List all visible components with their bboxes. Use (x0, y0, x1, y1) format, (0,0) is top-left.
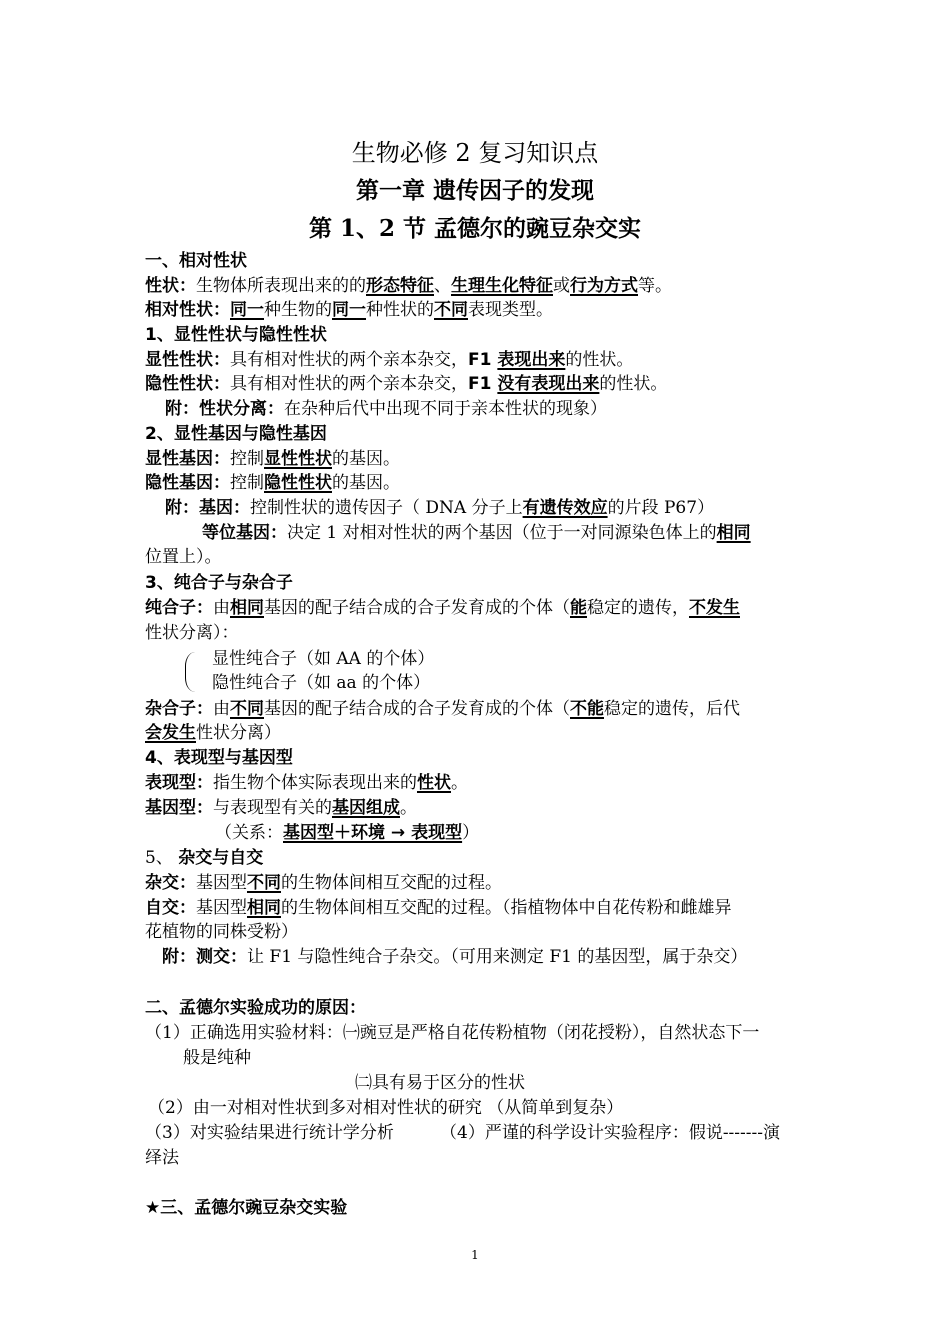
subheading-homozygote-heterozygote: 3、纯合子与杂合子 (145, 573, 293, 593)
subheading-phenotype-genotype: 4、表现型与基因型 (145, 748, 293, 768)
key-term: 不发生 (689, 598, 740, 618)
key-term: 不同 (230, 699, 264, 719)
term-label: 附：测交： (162, 947, 247, 967)
subheading-cross-selfing (145, 846, 815, 871)
definition-text: 稳定的遗传， (587, 598, 689, 618)
definition-text: 的性状。 (565, 350, 634, 370)
definition-selfing-continuation: 花植物的同株受粉） (145, 922, 298, 942)
reason-4-continuation: 绎法 (145, 1148, 179, 1168)
key-term: 行为方式 (570, 276, 638, 296)
term-label: 隐性性状： (145, 374, 230, 394)
reason-4: （4）严谨的科学设计实验程序：假说-------演 (440, 1123, 781, 1143)
section-heading-pea-experiment: ★三、孟德尔豌豆杂交实验 (145, 1198, 348, 1218)
definition-text: 与表现型有关的 (213, 798, 332, 818)
key-term: 能 (570, 598, 587, 618)
definition-trait (145, 274, 815, 299)
term-label: 自交： (145, 898, 196, 918)
key-term: 基因型＋环境 → 表现型 (283, 823, 463, 843)
definition-genotype (145, 796, 815, 821)
definition-text: 性状分离） (196, 723, 281, 743)
term-label: 基因型： (145, 798, 213, 818)
key-term: 表现出来 (497, 350, 566, 370)
key-term: 隐性性状 (264, 473, 332, 493)
f1-label: F1 (468, 350, 498, 370)
note-allele-continuation: 位置上）。 (145, 547, 222, 567)
definition-text: 控制 (230, 473, 264, 493)
list-item-dominant-homozygote: 显性纯合子（如 AA 的个体） (212, 649, 435, 669)
definition-text: 等。 (638, 276, 672, 296)
brace-icon (185, 652, 196, 692)
key-term: 显性性状 (264, 449, 332, 469)
definition-text: 基因的配子结合成的合子发育成的个体（ (264, 699, 570, 719)
term-label: 显性性状： (145, 350, 230, 370)
key-term: 会发生 (145, 723, 196, 743)
relation-suffix: ） (462, 823, 480, 843)
term-label: 性状： (145, 276, 196, 296)
term-label: 纯合子： (145, 598, 213, 618)
key-term: 相同 (230, 598, 264, 618)
separator: 或 (553, 276, 570, 296)
term-label: 表现型： (145, 773, 213, 793)
key-term: 生理生化特征 (451, 276, 553, 296)
term-label: 杂交： (145, 873, 196, 893)
subheading-dominant-recessive-traits: 1、显性性状与隐性性状 (145, 325, 327, 345)
reason-1: （1）正确选用实验材料：㈠豌豆是严格自花传粉植物（闭花授粉），自然状态下一 (145, 1023, 760, 1043)
definition-text: 稳定的遗传，后代 (604, 699, 740, 719)
section-title: 第 1、2 节 孟德尔的豌豆杂交实 (308, 215, 642, 242)
definition-selfing (145, 896, 815, 921)
definition-recessive-gene (145, 471, 815, 496)
f1-label: F1 (468, 374, 498, 394)
definition-text: 在杂种后代中出现不同于亲本性状的现象） (284, 399, 607, 419)
definition-heterozygote-continuation (145, 721, 815, 746)
definition-text: 生物体所表现出来的的 (196, 276, 366, 296)
key-term: 同一 (332, 300, 366, 320)
relation-formula (215, 821, 815, 846)
reason-1-continuation: 般是纯种 (183, 1048, 251, 1068)
definition-text: 的基因。 (332, 449, 400, 469)
term-label: 附：基因： (165, 498, 250, 518)
term-label: 等位基因： (202, 523, 287, 543)
note-trait-segregation (165, 397, 835, 422)
definition-text: 具有相对性状的两个亲本杂交， (230, 374, 468, 394)
key-term: 不能 (570, 699, 604, 719)
key-term: 有遗传效应 (522, 498, 608, 518)
definition-homozygote-continuation: 性状分离）： (145, 623, 239, 643)
relation-prefix: （关系： (215, 823, 283, 843)
reason-2: （2）由一对相对性状到多对相对性状的研究 （从简单到复杂） (148, 1098, 624, 1118)
key-term: 相同 (716, 523, 751, 543)
subheading-dominant-recessive-genes: 2、显性基因与隐性基因 (145, 424, 327, 444)
definition-text: 基因型 (196, 873, 247, 893)
key-term: 同一 (230, 300, 264, 320)
key-term: 相同 (247, 898, 281, 918)
heading-number: 5、 (145, 848, 179, 868)
definition-text: 种性状的 (366, 300, 434, 320)
definition-text: 的生物体间相互交配的过程。 (281, 873, 502, 893)
definition-cross (145, 871, 815, 896)
definition-recessive-trait (145, 372, 815, 397)
reason-3: （3）对实验结果进行统计学分析 (145, 1123, 394, 1143)
definition-text: 的片段 P67） (607, 498, 715, 518)
definition-text: 。 (400, 798, 417, 818)
section-heading-success-reasons: 二、孟德尔实验成功的原因： (145, 998, 366, 1018)
definition-text: 基因型 (196, 898, 247, 918)
definition-text: 表现类型。 (468, 300, 553, 320)
document-title: 生物必修 2 复习知识点 (351, 139, 599, 167)
page-number: 1 (471, 1248, 479, 1262)
definition-text: 具有相对性状的两个亲本杂交， (230, 350, 468, 370)
term-label: 显性基因： (145, 449, 230, 469)
definition-text: 决定 1 对相对性状的两个基因（位于一对同源染色体上的 (287, 523, 717, 543)
definition-text: 由 (213, 699, 230, 719)
section-heading-relative-traits: 一、相对性状 (145, 251, 247, 271)
list-item-recessive-homozygote: 隐性纯合子（如 aa 的个体） (212, 673, 431, 693)
term-label: 相对性状： (145, 300, 230, 320)
definition-text: 控制 (230, 449, 264, 469)
definition-relative-trait (145, 298, 815, 323)
key-term: 形态特征 (366, 276, 434, 296)
note-testcross (162, 945, 832, 970)
definition-text: 指生物个体实际表现出来的 (213, 773, 417, 793)
key-term: 没有表现出来 (497, 374, 600, 394)
key-term: 性状 (417, 773, 451, 793)
definition-text: 的基因。 (332, 473, 400, 493)
definition-phenotype (145, 771, 815, 796)
definition-dominant-trait (145, 348, 815, 373)
definition-text: 让 F1 与隐性纯合子杂交。（可用来测定 F1 的基因型，属于杂交） (247, 947, 748, 967)
definition-text: 。 (451, 773, 468, 793)
definition-dominant-gene (145, 447, 815, 472)
key-term: 不同 (434, 300, 468, 320)
heading-text: 杂交与自交 (178, 848, 264, 868)
definition-text: 基因的配子结合成的合子发育成的个体（ (264, 598, 570, 618)
definition-text: 的性状。 (599, 374, 668, 394)
definition-homozygote (145, 596, 815, 621)
term-label: 杂合子： (145, 699, 213, 719)
key-term: 不同 (247, 873, 281, 893)
note-gene (165, 496, 835, 521)
definition-text: 种生物的 (264, 300, 332, 320)
definition-text: 控制性状的遗传因子（ DNA 分子上 (250, 498, 523, 518)
note-allele (202, 521, 812, 546)
term-label: 附：性状分离： (165, 399, 284, 419)
term-label: 隐性基因： (145, 473, 230, 493)
reason-1-point-2: ㈡具有易于区分的性状 (355, 1073, 525, 1093)
definition-heterozygote (145, 697, 815, 722)
key-term: 基因组成 (332, 798, 400, 818)
chapter-title: 第一章 遗传因子的发现 (355, 177, 594, 204)
definition-text: 的生物体间相互交配的过程。（指植物体中自花传粉和雌雄异 (281, 898, 732, 918)
definition-text: 由 (213, 598, 230, 618)
separator: 、 (434, 276, 451, 296)
